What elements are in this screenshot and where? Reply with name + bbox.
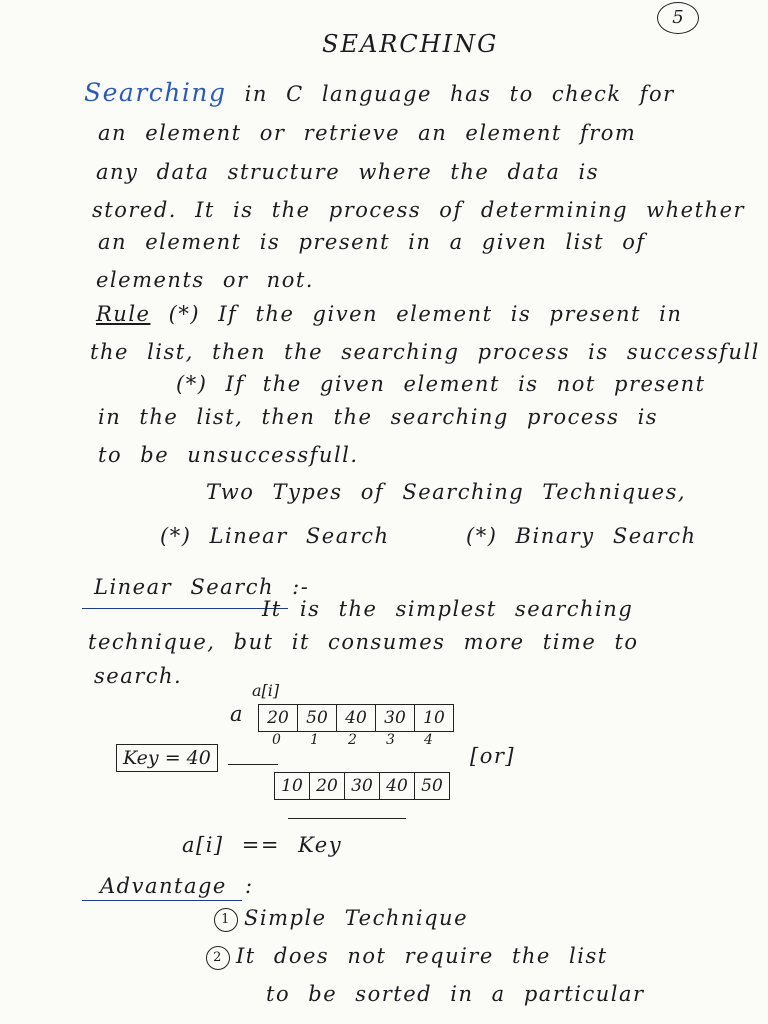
advantage-cont: to be sorted in a particular (266, 982, 645, 1006)
array-index: 0 (272, 732, 281, 748)
pointer-arrow (288, 818, 406, 819)
intro-line-2: an element or retrieve an element from (98, 121, 637, 145)
array-name: a (230, 702, 245, 726)
advantage-item-2: 2 It does not require the list (206, 944, 608, 970)
array-cell: 30 (376, 705, 415, 731)
linear-line-3: search. (94, 664, 183, 688)
linear-line-2: technique, but it consumes more time to (88, 630, 639, 654)
compare-expression: a[i] == Key (182, 833, 343, 857)
rule-label: Rule (96, 302, 151, 326)
linear-heading: Linear Search :- (94, 575, 310, 599)
array-cell: 40 (380, 773, 415, 799)
intro-line-6: elements or not. (96, 268, 314, 292)
rule-line-2: the list, then the searching process is successfull (90, 340, 760, 364)
key-arrow (228, 764, 278, 765)
key-box: Key = 40 (116, 744, 218, 772)
page-number: 5 (657, 2, 699, 34)
linear-heading-underline (82, 608, 288, 609)
array-top-label: a[i] (252, 681, 280, 700)
type-binary: (*) Binary Search (466, 524, 697, 548)
rule-line-5: to be unsuccessfull. (98, 443, 359, 467)
page-title: SEARCHING (322, 30, 499, 58)
rule-line-3: (*) If the given element is not present (176, 372, 706, 396)
intro-line-4: stored. It is the process of determining whether (92, 198, 746, 222)
rule-line-1: Rule (*) If the given element is present in (96, 302, 683, 326)
array-cell: 10 (423, 708, 445, 728)
advantage-heading: Advantage : (100, 874, 254, 898)
array-index: 1 (310, 732, 319, 748)
array-2 (274, 772, 450, 800)
intro-line-5: an element is present in a given list of (98, 230, 646, 254)
advantage-item-1: 1 Simple Technique (214, 906, 468, 932)
intro-line-3: any data structure where the data is (96, 160, 600, 184)
array-1 (258, 704, 454, 732)
array-cell: 50 (421, 776, 443, 796)
array-cell: 10 (275, 773, 310, 799)
types-heading: Two Types of Searching Techniques, (206, 480, 687, 504)
rule-line-4: in the list, then the searching process is (98, 405, 659, 429)
or-label: [or] (470, 744, 516, 768)
array-cell: 20 (310, 773, 345, 799)
array-index: 2 (348, 732, 357, 748)
advantage-underline (82, 900, 242, 901)
linear-line-1: It is the simplest searching (262, 597, 634, 621)
array-cell: 50 (298, 705, 337, 731)
searching-word: Searching (84, 78, 227, 107)
type-linear: (*) Linear Search (160, 524, 390, 548)
array-index: 4 (424, 732, 433, 748)
array-cell: 40 (337, 705, 376, 731)
array-cell: 20 (259, 705, 298, 731)
intro-line-1: Searching in C language has to check for (84, 78, 675, 107)
array-cell: 30 (345, 773, 380, 799)
array-index: 3 (386, 732, 395, 748)
